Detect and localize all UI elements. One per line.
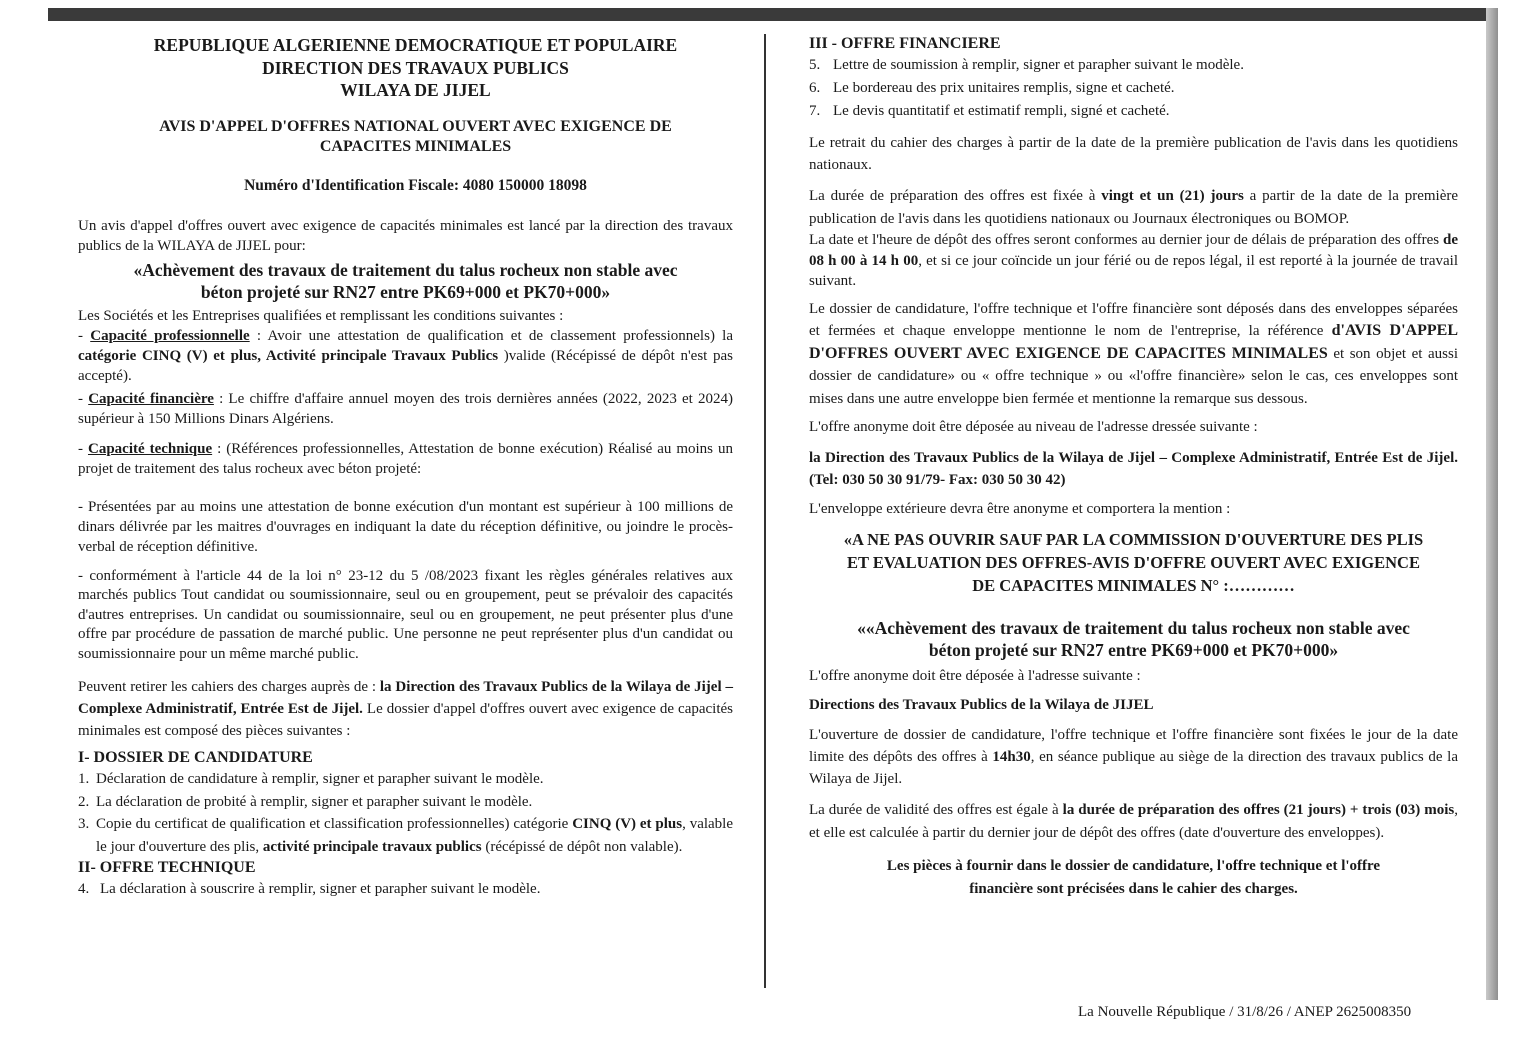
list-item: 2. La déclaration de probité à remplir, signer et parapher suivant le modèle.	[78, 793, 533, 810]
header-republic: REPUBLIQUE ALGERIENNE DEMOCRATIQUE ET POPULAIRE	[153, 35, 678, 55]
final-line1: Les pièces à fournir dans le dossier de candidature, l'offre technique et l'offre	[886, 858, 1381, 874]
validite-paragraph: La durée de validité des offres est égale à la durée de préparation des offres (21 jours) + trois (03) mois, et elle est calculée à partir du dernier jour de dépôt des offres (date d'ouverture des enveloppes).	[809, 802, 1458, 841]
enveloppe-paragraph: L'enveloppe extérieure devra être anonyme et comportera la mention :	[809, 501, 1231, 517]
left-column	[78, 34, 733, 901]
depot-paragraph: La date et l'heure de dépôt des offres seront conformes au dernier jour de délais de préparation des offres de 08 h 00 à 14 h 00, et si ce jour coïncide un jour férié ou de repos légal, il est reporté à la journée de travail suivant.	[809, 232, 1459, 289]
final-line2: financière sont précisées dans le cahier des charges.	[969, 881, 1298, 897]
project-title-line1-right: ««Achèvement des travaux de traitement du talus rocheux non stable avec	[857, 618, 1410, 638]
avis-title-line1: AVIS D'APPEL D'OFFRES NATIONAL OUVERT AVEC EXIGENCE DE	[159, 117, 672, 135]
retirer-bold: la Direction des Travaux Publics de la Wilaya de Jijel – Complexe Administratif, Entrée Est de Jijel.	[78, 679, 733, 717]
project-title-line2: béton projeté sur RN27 entre PK69+000 et PK70+000»	[200, 281, 611, 302]
retirer-text-a: Peuvent retirer les cahiers des charges auprès de :	[78, 679, 380, 695]
retirer-text-b: Le dossier d'appel d'offres ouvert avec exigence de capacités minimales est composé des pièces suivantes :	[78, 701, 734, 739]
conditions-intro: Les Sociétés et les Entreprises qualifiées et remplissant les conditions suivantes :	[78, 307, 564, 324]
cap-pro-text-b: )valide (Récépissé de dépôt n'est pas accepté).	[78, 347, 733, 384]
capacite-professionnelle: - Capacité professionnelle : Avoir une attestation de qualification et de classement professionnels) la catégorie CINQ (V) et plus, Activité principale Travaux Publics )valide (Récépissé de dépôt n'est pas accepté).	[78, 327, 733, 384]
directions-line: Directions des Travaux Publics de la Wilaya de JIJEL	[809, 697, 1154, 713]
section-offre-financiere: III - OFFRE FINANCIERE	[809, 35, 1001, 52]
cap-pro-bold: catégorie CINQ (V) et plus, Activité principale Travaux Publics	[78, 347, 499, 364]
mention-block	[809, 528, 1458, 597]
cap-fin-label: Capacité financière	[88, 390, 214, 407]
list-item: 3. Copie du certificat de qualification et classification professionnelles) catégorie CINQ (V) et plus, valable le jour d'ouverture des plis, activité principale travaux publics (récépissé de dépôt non valable).	[78, 816, 734, 855]
conformement-paragraph: - conformément à l'article 44 de la loi n° 23-12 du 5 /08/2023 fixant les règles générales relatives aux marchés publics Tout candidat ou soumissionnaire, seul ou en groupement, peut se prévaloir des capacités d'autres entreprises. Un candidat ou soumissionnaire, seul ou en groupement, ne peut présenter plus d'une offre par procédure de passation de marché public. Une personne ne peut représenter plus d'un candidat ou soumissionnaire pour un même marché public.	[78, 567, 733, 662]
section-dossier-candidature: I- DOSSIER DE CANDIDATURE	[78, 749, 313, 766]
list-item: 7. Le devis quantitatif et estimatif rempli, signé et cacheté.	[809, 103, 1170, 119]
list-item: 1. Déclaration de candidature à remplir, signer et parapher suivant le modèle.	[78, 771, 544, 787]
nif-line: Numéro d'Identification Fiscale: 4080 150000 18098	[244, 176, 587, 194]
avis-title-line2: CAPACITES MINIMALES	[319, 137, 512, 155]
intro-paragraph: Un avis d'appel d'offres ouvert avec exigence de capacités minimales est lancé par la direction des travaux publics de la WILAYA de JIJEL pour:	[78, 217, 733, 254]
header-block	[88, 34, 743, 196]
mention-line1: «A NE PAS OUVRIR SAUF PAR LA COMMISSION D'OUVERTURE DES PLIS	[843, 530, 1424, 549]
duree-paragraph: La durée de préparation des offres est fixée à vingt et un (21) jours a partir de la date de la première publication de l'avis dans les quotidiens nationaux ou Journaux électroniques ou BOMOP.	[809, 188, 1459, 227]
dossier-paragraph: Le dossier de candidature, l'offre technique et l'offre financière sont déposés dans des enveloppes séparées et fermées et chaque enveloppe mentionne le nom de l'entreprise, la référence d'AVIS D'APPEL D'OFFRES OUVERT AVEC EXIGENCE DE CAPACITES MINIMALES et son objet et aussi dossier de candidature» ou « offre technique » ou «l'offre financière» selon le cas, ces enveloppes sont mises dans une autre enveloppe bien fermée et mentionne la remarque sus dessous.	[809, 300, 1459, 407]
header-wilaya: WILAYA DE JIJEL	[340, 80, 491, 100]
list-item: 5. Lettre de soumission à remplir, signer et parapher suivant le modèle.	[809, 57, 1244, 73]
list-item: 4. La déclaration à souscrire à remplir, signer et parapher suivant le modèle.	[78, 881, 541, 897]
capacite-financiere: - Capacité financière : Le chiffre d'affaire annuel moyen des trois dernières années (2022, 2023 et 2024) supérieur à 150 Millions Dinars Algériens.	[78, 390, 734, 427]
right-column	[809, 34, 1458, 901]
footer-source: La Nouvelle République / 31/8/26 / ANEP 2625008350	[1078, 1004, 1412, 1020]
section-offre-technique: II- OFFRE TECHNIQUE	[78, 859, 256, 876]
anonyme-paragraph-1: L'offre anonyme doit être déposée au niveau de l'adresse dressée suivante :	[809, 419, 1258, 435]
cap-fin-text: : Le chiffre d'affaire annuel moyen des trois dernières années (2022, 2023 et 2024) supérieur à 150 Millions Dinars Algériens.	[78, 390, 734, 427]
retirer-paragraph	[78, 676, 733, 742]
project-title-line2-right: béton projeté sur RN27 entre PK69+000 et PK70+000»	[928, 640, 1339, 660]
top-scan-border	[48, 8, 1486, 21]
mention-line3: DE CAPACITES MINIMALES N° :…………	[972, 576, 1295, 595]
cap-pro-label: Capacité professionnelle	[90, 327, 250, 344]
right-scan-border	[1486, 8, 1498, 1000]
column-divider	[764, 34, 766, 988]
capacite-technique: - Capacité technique : (Références professionnelles, Attestation de bonne exécution) Réalisé au moins un projet de traitement des talus rocheux avec béton projeté:	[78, 440, 733, 477]
cap-tech-text: : (Références professionnelles, Attestation de bonne exécution) Réalisé au moins un projet de traitement des talus rocheux avec béton projeté:	[78, 440, 733, 477]
presentees-paragraph: - Présentées par au moins une attestation de bonne exécution d'un montant est supérieur à 100 millions de dinars délivrée par les maitres d'ouvrages en indiquant la date du réception définitive, ou joindre le procès-verbal de réception définitive.	[78, 498, 733, 555]
retrait-paragraph: Le retrait du cahier des charges à partir de la date de la première publication de l'avis dans les quotidiens nationaux.	[809, 135, 1458, 173]
financiere-list	[809, 54, 1458, 123]
dossier-list	[78, 768, 733, 858]
adresse-paragraph: la Direction des Travaux Publics de la Wilaya de Jijel – Complexe Administratif, Entrée Est de Jijel. (Tel: 030 50 30 91/79- Fax: 030 50 30 42)	[809, 450, 1458, 488]
mention-line2: ET EVALUATION DES OFFRES-AVIS D'OFFRE OUVERT AVEC EXIGENCE	[847, 553, 1420, 572]
anonyme-paragraph-2: L'offre anonyme doit être déposée à l'adresse suivante :	[809, 668, 1141, 684]
cap-pro-text-a: : Avoir une attestation de qualification et de classement professionnels) la	[249, 327, 733, 344]
list-item: 6. Le bordereau des prix unitaires remplis, signe et cacheté.	[809, 80, 1175, 96]
project-title-line1: «Achèvement des travaux de traitement du talus rocheux non stable avec	[133, 259, 678, 280]
technique-list	[78, 878, 733, 901]
ouverture-paragraph: L'ouverture de dossier de candidature, l'offre technique et l'offre financière sont fixées le jour de la date limite des dépôts des offres à 14h30, en séance publique au siège de la direction des travaux publics de la Wilaya de Jijel.	[809, 727, 1458, 787]
cap-tech-label: Capacité technique	[87, 440, 213, 457]
header-direction: DIRECTION DES TRAVAUX PUBLICS	[262, 57, 569, 78]
